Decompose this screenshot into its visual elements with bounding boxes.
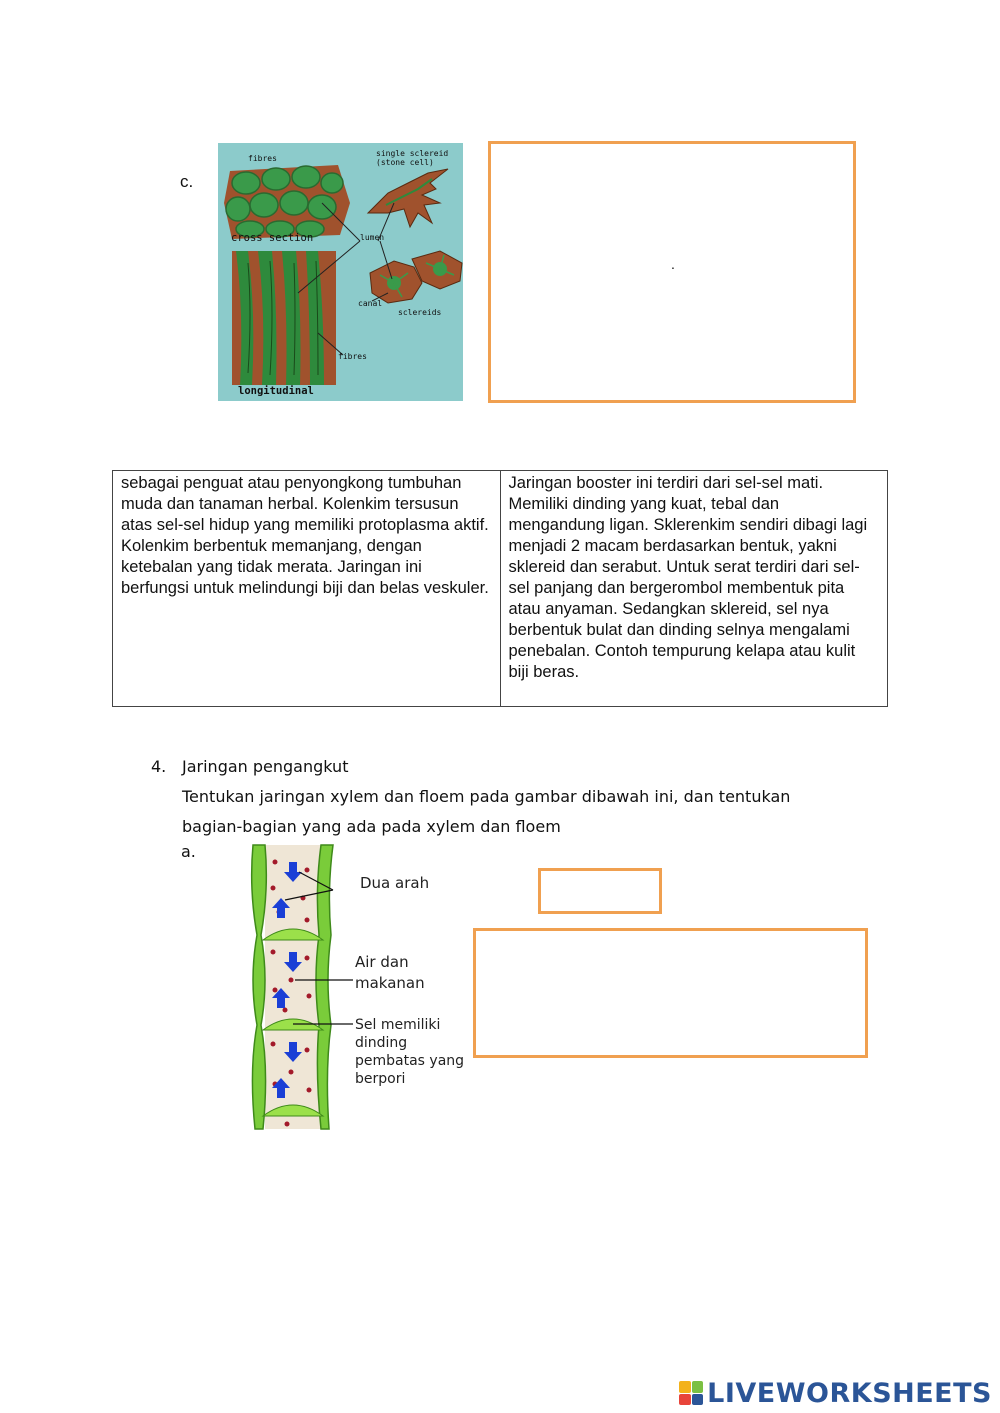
longitudinal-illustration bbox=[232, 251, 336, 385]
table-cell-collenchyma: sebagai penguat atau penyongkong tumbuhan muda dan tanaman herbal. Kolenkim tersusun atas sel-sel hidup yang memiliki protoplasma aktif. Kolenkim berbentuk memanjang, dengan ketebalan yang tidak merata. Jaringan ini berfungsi untuk melindungi biji dan belas veskuler. bbox=[113, 471, 501, 707]
figure-label-two-directions: Dua arah bbox=[360, 874, 430, 892]
logo-text: LIVEWORKSHEETS bbox=[707, 1377, 992, 1409]
question-number: 4. bbox=[151, 757, 167, 776]
figure-label-wall-4: berpori bbox=[355, 1071, 406, 1087]
figure-label-sclereids: sclereids bbox=[398, 308, 442, 317]
answer-box-c[interactable] bbox=[488, 141, 856, 403]
liveworksheets-logo-icon bbox=[679, 1381, 703, 1405]
figure-label-wall-3: pembatas yang bbox=[355, 1053, 465, 1069]
table-row bbox=[113, 471, 888, 707]
sub-question-a-label: a. bbox=[181, 842, 196, 861]
figure-label-canal: canal bbox=[358, 299, 383, 308]
figure-label-fibres-bottom: fibres bbox=[338, 352, 367, 361]
figure-label-longitudinal: longitudinal bbox=[238, 385, 314, 397]
phloem-figure bbox=[245, 840, 475, 1132]
sclerenchyma-figure bbox=[218, 143, 463, 401]
cross-section-illustration bbox=[224, 165, 350, 239]
figure-label-single-sclereid: single sclereid bbox=[376, 149, 449, 158]
answer-box-a-large[interactable] bbox=[473, 928, 868, 1058]
answer-box-a-small[interactable] bbox=[538, 868, 662, 914]
figure-label-wall-1: Sel memiliki bbox=[355, 1017, 441, 1033]
table-cell-sclerenchyma: Jaringan booster ini terdiri dari sel-sel mati. Memiliki dinding yang kuat, tebal dan mengandung ligan. Sklerenkim sendiri dibagi lagi menjadi 2 macam berdasarkan bentuk, yakni sklereid dan serabut. Untuk serat terdiri dari sel-sel panjang dan bergerombol membentuk pita atau anyaman. Sedangkan sklereid, sel nya berbentuk bulat dan dinding selnya mengalami penebalan. Contoh tempurung kelapa atau kulit biji beras. bbox=[500, 471, 888, 707]
figure-label-fibres-top: fibres bbox=[248, 154, 277, 163]
question-title: Jaringan pengangkut bbox=[182, 757, 349, 776]
liveworksheets-logo bbox=[679, 1376, 992, 1410]
figure-label-water-food-2: makanan bbox=[355, 974, 425, 992]
figure-label-wall-2: dinding bbox=[355, 1035, 408, 1051]
figure-label-water-food-1: Air dan bbox=[355, 953, 409, 971]
question-instruction-line1: Tentukan jaringan xylem dan floem pada gambar dibawah ini, dan tentukan bbox=[182, 787, 791, 806]
section-c-label: c. bbox=[180, 172, 194, 191]
question-4 bbox=[151, 752, 851, 842]
figure-label-cross-section: cross section bbox=[231, 232, 314, 244]
question-instruction-line2: bagian-bagian yang ada pada xylem dan floem bbox=[182, 817, 561, 836]
figure-label-stone-cell: (stone cell) bbox=[376, 158, 434, 167]
figure-label-lumen: lumen bbox=[360, 233, 385, 242]
comparison-table bbox=[112, 470, 888, 707]
answer-box-c-text: . bbox=[671, 256, 675, 272]
